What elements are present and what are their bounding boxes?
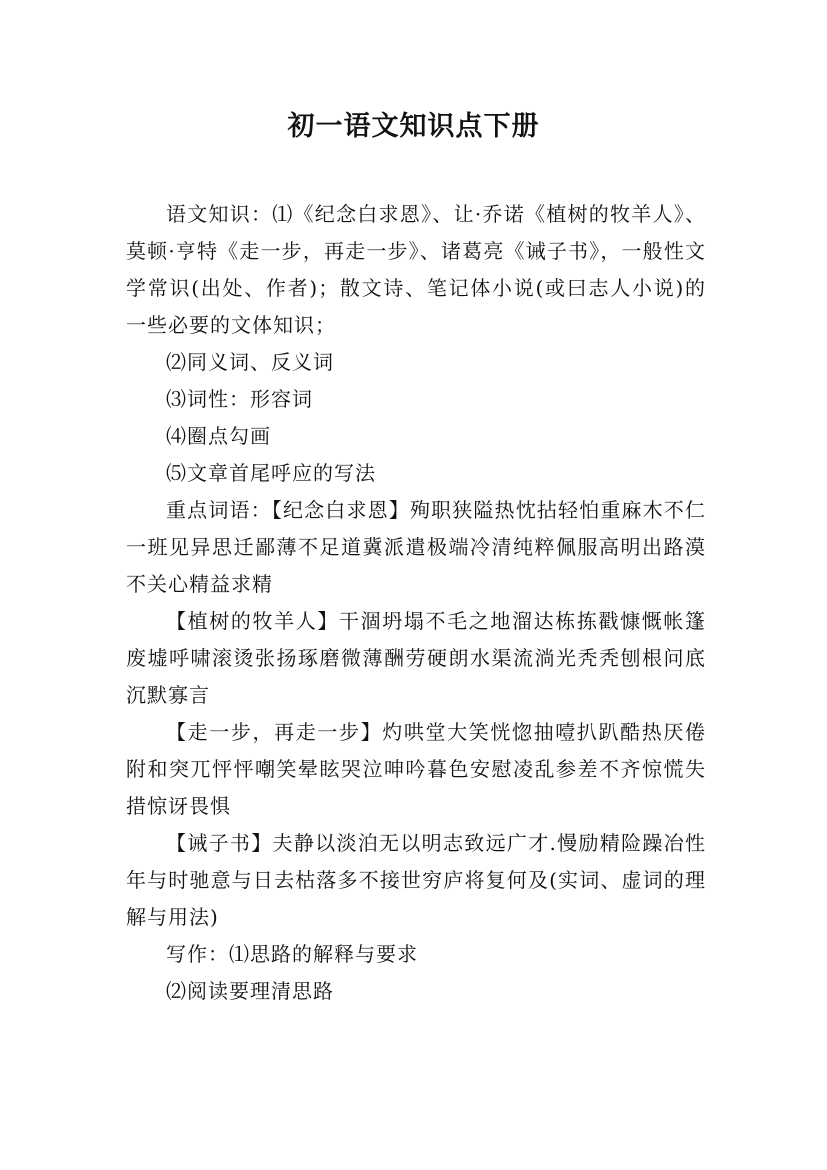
paragraph-writing: 写作：⑴思路的解释与要求 — [166, 942, 418, 966]
paragraph-key-words-jiezishu: 【诫子书】夫静以淡泊无以明志致远广才.慢励精险躁冶性年与时驰意与日去枯落多不接世穷庐将复何及(实词、虚词的理解与用法) — [126, 831, 706, 929]
paragraph-key-words-step: 【走一步，再走一步】灼哄堂大笑恍惚抽噎扒趴酷热厌倦附和突兀怦怦嘲笑晕眩哭泣呻吟暮色安慰凌乱参差不齐惊慌失措惊讶畏惧 — [126, 720, 706, 818]
paragraph-key-words-shepherd: 【植树的牧羊人】干涸坍塌不毛之地溜达栋拣戳慷慨帐篷废墟呼啸滚烫张扬琢磨微薄酬劳硬朗水渠流淌光秃秃刨根问底沉默寡言 — [126, 609, 706, 707]
paragraph-echo-writing: ⑸文章首尾呼应的写法 — [166, 461, 376, 485]
paragraph-key-words-bethune: 重点词语：【纪念白求恩】殉职狭隘热忱拈轻怕重麻木不仁一班见异思迁鄙薄不足道冀派遣极端冷清纯粹佩服高明出路漠不关心精益求精 — [126, 498, 706, 596]
document-body — [126, 196, 706, 1010]
paragraph-annotation: ⑷圈点勾画 — [166, 424, 271, 448]
paragraph-synonyms: ⑵同义词、反义词 — [166, 350, 334, 374]
paragraph-part-of-speech: ⑶词性：形容词 — [166, 387, 313, 411]
paragraph-language-knowledge: 语文知识：⑴《纪念白求恩》、让·乔诺《植树的牧羊人》、莫顿·亨特《走一步，再走一步》、诸葛亮《诫子书》，一般性文学常识(出处、作者)；散文诗、笔记体小说(或曰志人小说)的一些必要的文体知识； — [126, 202, 706, 337]
paragraph-reading: ⑵阅读要理清思路 — [166, 979, 334, 1003]
page-title: 初一语文知识点下册 — [287, 111, 540, 142]
